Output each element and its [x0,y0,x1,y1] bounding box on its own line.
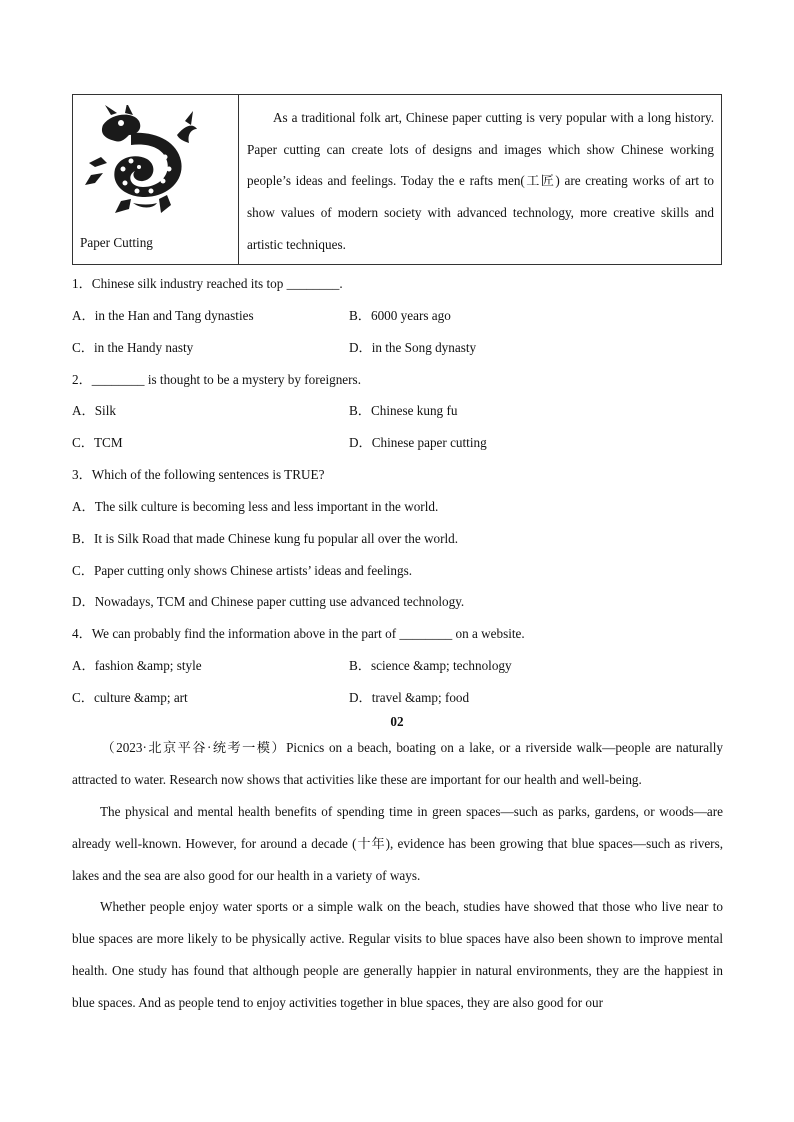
question-1-stem: 1．Chinese silk industry reached its top ________. [72,276,343,291]
question-2-option-b[interactable]: B．Chinese kung fu [349,403,458,418]
passage2-paragraph-3 [72,891,723,1019]
question-2-option-a[interactable]: A．Silk [72,403,116,418]
question-3-option-a[interactable]: A．The silk culture is becoming less and less important in the world. [72,499,439,514]
passage2-paragraph-1 [72,732,723,796]
dragon-paper-cutting-image [81,105,201,217]
question-4-option-c[interactable]: C．culture &amp; art [72,690,188,705]
question-1-option-c[interactable]: C．in the Handy nasty [72,340,194,355]
section-number: 02 [390,714,404,729]
question-3-option-b[interactable]: B．It is Silk Road that made Chinese kung fu popular all over the world. [72,531,459,546]
question-3-option-d[interactable]: D．Nowadays, TCM and Chinese paper cutting use advanced technology. [72,594,465,609]
question-1-option-b[interactable]: B．6000 years ago [349,308,451,323]
question-3-stem: 3．Which of the following sentences is TRUE? [72,467,325,482]
passage-text: As a traditional folk art, Chinese paper cutting is very popular with a long history. Paper cutting can create lots of designs and images which show Chinese working people’s ideas and feelings. Today the e rafts men(工匠) are creating works of art to show values of modern society with advanced technology, more creative skills and artistic techniques. [247,110,714,252]
passage2-paragraph-2 [72,796,723,892]
passage-table [72,94,722,265]
question-1-option-a[interactable]: A．in the Han and Tang dynasties [72,308,254,323]
question-2-option-d[interactable]: D．Chinese paper cutting [349,435,487,450]
passage2-paragraph-2-text: The physical and mental health benefits of spending time in green spaces—such as parks, gardens, or woods—are already well-known. However, for around a decade (十年), evidence has been growing that blue spaces—such as rivers, lakes and the sea are also good for our health in a variety of ways. [72,804,723,883]
image-caption: Paper Cutting [80,235,153,250]
question-4-option-d[interactable]: D．travel &amp; food [349,690,470,705]
question-4-stem: 4．We can probably find the information above in the part of ________ on a website. [72,626,525,641]
question-3-option-c[interactable]: C．Paper cutting only shows Chinese artists’ ideas and feelings. [72,563,413,578]
passage2-paragraph-3-text: Whether people enjoy water sports or a simple walk on the beach, studies have showed that those who live near to blue spaces are more likely to be physically active. Regular visits to blue spaces have also been shown to improve mental health. One study has found that although people are generally happier in natural environments, they are the happiest in blue spaces. And as people tend to enjoy activities together in blue spaces, they are also good for our [72,899,723,1010]
question-2-option-c[interactable]: C．TCM [72,435,123,450]
question-4-option-b[interactable]: B．science &amp; technology [349,658,512,673]
question-1-option-d[interactable]: D．in the Song dynasty [349,340,477,355]
question-4-option-a[interactable]: A．fashion &amp; style [72,658,202,673]
passage-text-cell [239,95,721,264]
image-cell [73,95,239,264]
passage2-paragraph-1-text: （2023·北京平谷·统考一模）Picnics on a beach, boating on a lake, or a riverside walk—people are naturally attracted to water. Research now shows that activities like these are important for our health and well-being. [72,740,723,787]
question-2-stem: 2．________ is thought to be a mystery by foreigners. [72,372,361,387]
